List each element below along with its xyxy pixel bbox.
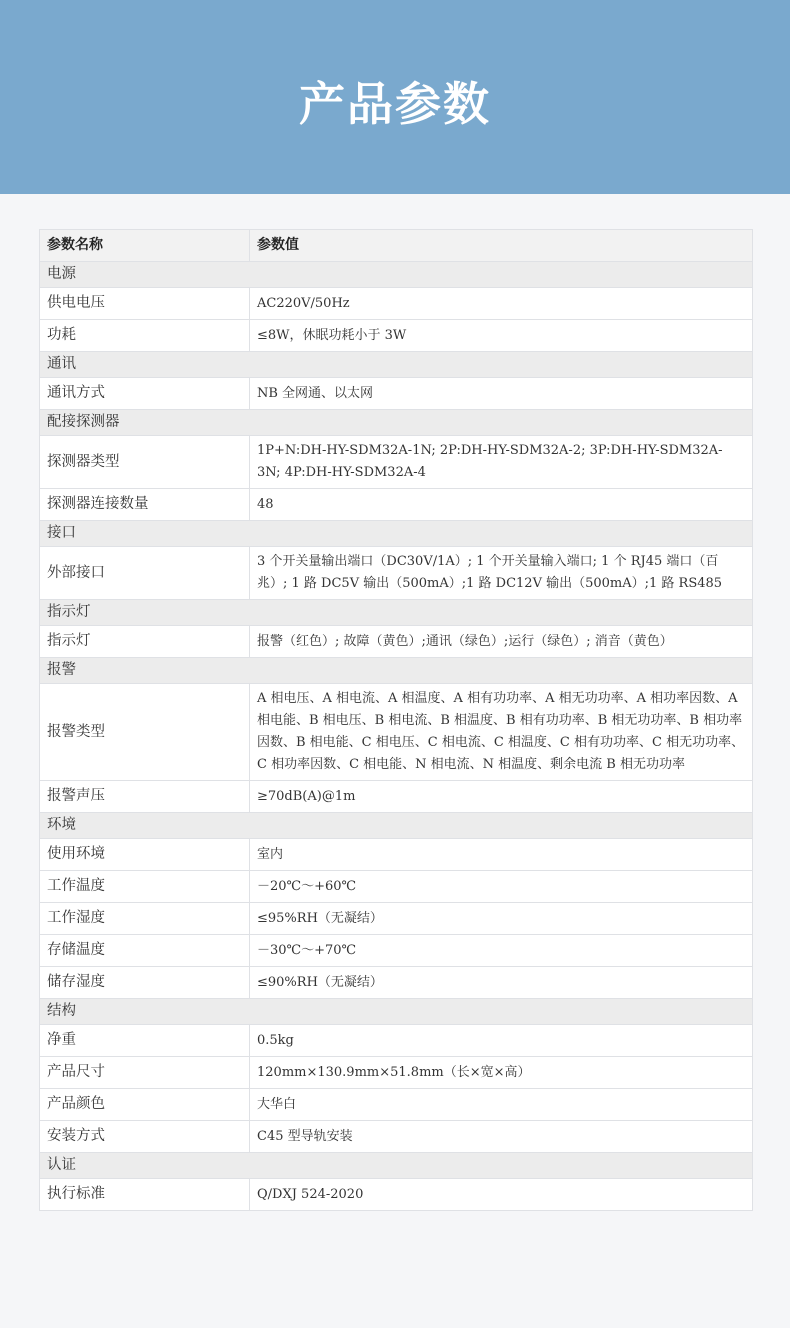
param-name: 供电电压 [40, 288, 250, 320]
param-value: －30℃～+70℃ [250, 935, 753, 967]
column-header-name: 参数名称 [40, 230, 250, 262]
param-name: 工作湿度 [40, 903, 250, 935]
param-value: ≤95%RH（无凝结） [250, 903, 753, 935]
param-name: 使用环境 [40, 839, 250, 871]
table-row [40, 684, 753, 781]
param-name: 探测器连接数量 [40, 489, 250, 521]
table-row [40, 626, 753, 658]
param-value: 48 [250, 489, 753, 521]
table-row [40, 489, 753, 521]
table-row [40, 1057, 753, 1089]
table-row [40, 1089, 753, 1121]
param-name: 通讯方式 [40, 378, 250, 410]
param-name: 存储温度 [40, 935, 250, 967]
table-row [40, 378, 753, 410]
table-row [40, 288, 753, 320]
table-row [40, 967, 753, 999]
table-row [40, 547, 753, 600]
table-row [40, 1179, 753, 1211]
spec-table-body [40, 262, 753, 1211]
param-value: 室内 [250, 839, 753, 871]
param-name: 报警类型 [40, 684, 250, 781]
param-name: 工作温度 [40, 871, 250, 903]
param-value: Q/DXJ 524-2020 [250, 1179, 753, 1211]
section-row [40, 999, 753, 1025]
param-value: NB 全网通、以太网 [250, 378, 753, 410]
section-row [40, 410, 753, 436]
table-row [40, 320, 753, 352]
spec-table [39, 229, 753, 1211]
param-name: 执行标准 [40, 1179, 250, 1211]
param-name: 探测器类型 [40, 436, 250, 489]
param-name: 产品尺寸 [40, 1057, 250, 1089]
param-value: ≥70dB(A)@1m [250, 781, 753, 813]
section-row [40, 1153, 753, 1179]
section-title: 认证 [40, 1153, 753, 1179]
section-row [40, 262, 753, 288]
section-title: 结构 [40, 999, 753, 1025]
section-title: 配接探测器 [40, 410, 753, 436]
param-value: 120mm×130.9mm×51.8mm（长×宽×高） [250, 1057, 753, 1089]
section-row [40, 658, 753, 684]
table-row [40, 436, 753, 489]
param-value: AC220V/50Hz [250, 288, 753, 320]
page-title: 产品参数 [299, 77, 491, 131]
section-row [40, 521, 753, 547]
section-title: 接口 [40, 521, 753, 547]
param-name: 报警声压 [40, 781, 250, 813]
param-value: ≤90%RH（无凝结） [250, 967, 753, 999]
param-value: 0.5kg [250, 1025, 753, 1057]
section-row [40, 352, 753, 378]
table-row [40, 1025, 753, 1057]
param-value: A 相电压、A 相电流、A 相温度、A 相有功功率、A 相无功功率、A 相功率因数、A 相电能、B 相电压、B 相电流、B 相温度、B 相有功功率、B 相无功功率、B 相功率因数、B 相电能、C 相电压、C 相电流、C 相温度、C 相有功功率、C 相无功功率、C 相功率因数、C 相电能、N 相电流、N 相温度、剩余电流 B 相无功功率 [250, 684, 753, 781]
section-title: 电源 [40, 262, 753, 288]
table-row [40, 781, 753, 813]
section-title: 环境 [40, 813, 753, 839]
section-row [40, 600, 753, 626]
param-value: 大华白 [250, 1089, 753, 1121]
param-name: 净重 [40, 1025, 250, 1057]
table-row [40, 871, 753, 903]
section-title: 报警 [40, 658, 753, 684]
header-banner [0, 0, 790, 194]
table-row [40, 839, 753, 871]
param-name: 指示灯 [40, 626, 250, 658]
param-name: 功耗 [40, 320, 250, 352]
param-value: 1P+N:DH-HY-SDM32A-1N; 2P:DH-HY-SDM32A-2; 3P:DH-HY-SDM32A-3N; 4P:DH-HY-SDM32A-4 [250, 436, 753, 489]
param-name: 储存湿度 [40, 967, 250, 999]
param-value: 3 个开关量输出端口（DC30V/1A）; 1 个开关量输入端口; 1 个 RJ45 端口（百兆）; 1 路 DC5V 输出（500mA）;1 路 DC12V 输出（500mA）;1 路 RS485 [250, 547, 753, 600]
section-title: 指示灯 [40, 600, 753, 626]
table-row [40, 935, 753, 967]
param-value: －20℃～+60℃ [250, 871, 753, 903]
column-header-value: 参数值 [250, 230, 753, 262]
table-row [40, 903, 753, 935]
param-value: ≤8W，休眠功耗小于 3W [250, 320, 753, 352]
table-header-row [40, 230, 753, 262]
section-row [40, 813, 753, 839]
param-name: 产品颜色 [40, 1089, 250, 1121]
param-value: 报警（红色）; 故障（黄色）;通讯（绿色）;运行（绿色）; 消音（黄色） [250, 626, 753, 658]
param-name: 外部接口 [40, 547, 250, 600]
param-name: 安装方式 [40, 1121, 250, 1153]
table-row [40, 1121, 753, 1153]
section-title: 通讯 [40, 352, 753, 378]
param-value: C45 型导轨安装 [250, 1121, 753, 1153]
